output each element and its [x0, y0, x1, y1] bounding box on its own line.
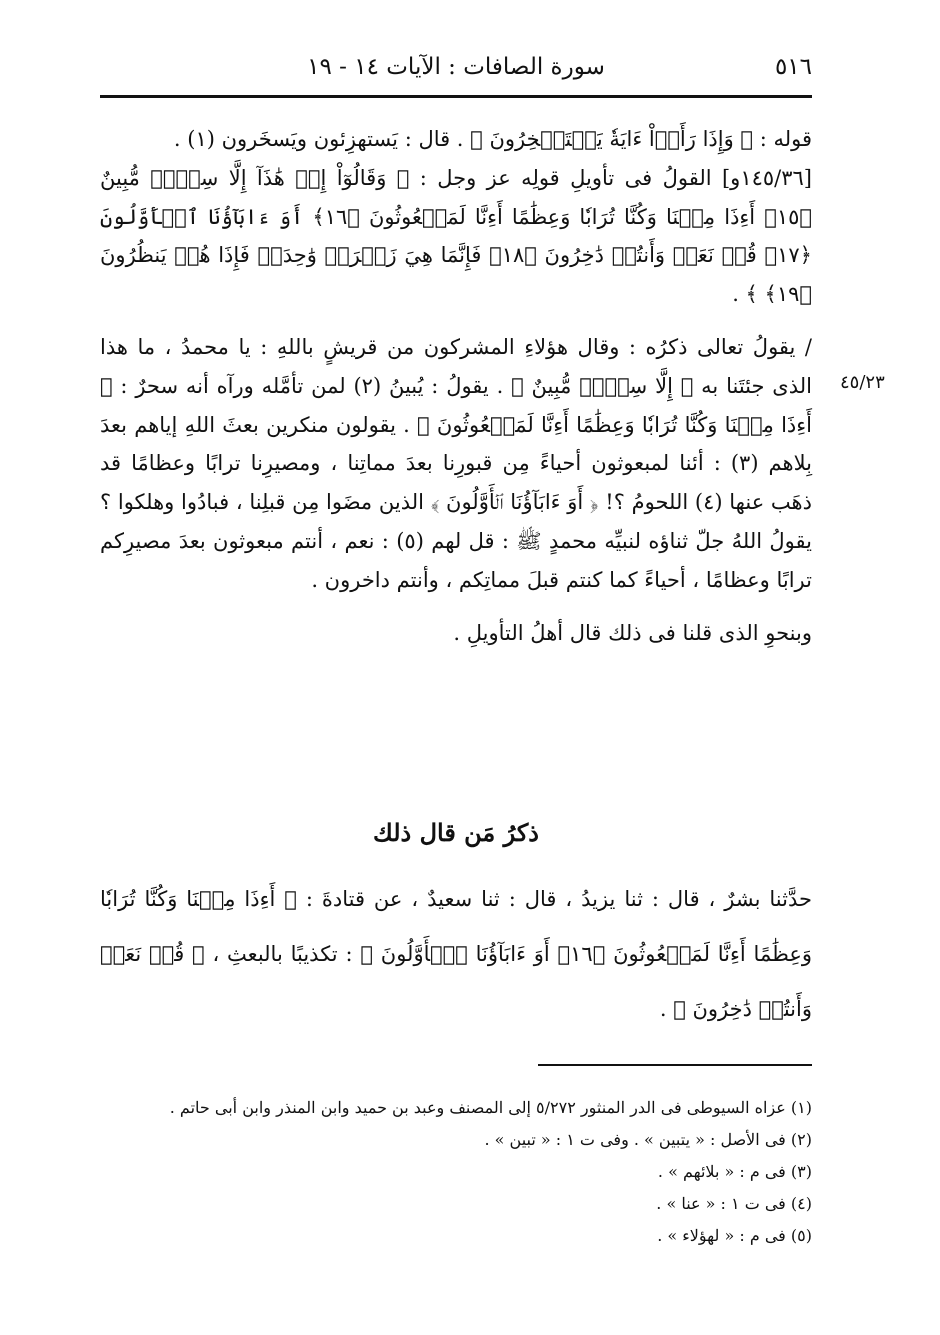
footnote-2: (٢) فى الأصل : « يتبين » . وفى ت ١ : « تبين » .: [484, 1130, 812, 1149]
header-rule: [100, 95, 812, 98]
page-number: ٥١٦: [774, 54, 812, 80]
footnote-1: (١) عزاه السيوطى فى الدر المنثور ٥/٢٧٢ إلى المصنف وعبد بن حميد وابن المنذر وابن أبى حاتم .: [169, 1098, 812, 1117]
paragraph-4: وبنحوِ الذى قلنا فى ذلك قال أهلُ التأويلِ .: [453, 620, 812, 645]
paragraph-2: [١٤٥/٣٦و] القولُ فى تأويلِ قولِه عز وجل : ﴿ وَقَالُوٓاْ إِنۡ هَٰذَآ إِلَّا سِحۡرٞ مُّبِينٌ ﴿١٥﴾ أَءِذَا مِتۡنَا وَكُنَّا تُرَابٗا وَعِظَٰمًا أَءِنَّا لَمَبۡعُوثُونَ ﴿١٦﴾ أَوَ ءَابَآؤُنَا ٱلۡأَوَّلُونَ ﴿١٧﴾ قُلۡ نَعَمۡ وَأَنتُمۡ دَٰخِرُونَ ﴿١٨﴾ فَإِنَّمَا هِيَ زَجۡرَةٞ وَٰحِدَةٞ فَإِذَا هُمۡ يَنظُرُونَ ﴿١٩﴾ ﴾ .: [100, 165, 812, 307]
paragraph-1: قوله : ﴿ وَإِذَا رَأَوۡاْ ءَايَةٗ يَسۡتَسۡخِرُونَ ﴾ . قال : يَستهزِئون ويَسخَرون (١) .: [173, 127, 812, 151]
paragraph-3: / يقولُ تعالى ذكرُه : وقال هؤلاءِ المشركون من قريشٍ باللهِ : يا محمدُ ، ما هذا الذى جئتَنا به ﴿ إِلَّا سِحۡرٞ مُّبِينٌ ﴾ . يقولُ : يُبينُ (٢) لمن تأمَّله ورآه أنه سحرٌ : ﴿ أَءِذَا مِتۡنَا وَكُنَّا تُرَابٗا وَعِظَٰمًا أَءِنَّا لَمَبۡعُوثُونَ ﴾ . يقولون منكرين بعثَ اللهِ إياهم بعدَ بِلاهم (٣) : أئنا لمبعوثون أحياءً مِن قبورِنا بعدَ مماتِنا ، ومصيرِنا ترابًا وعظامًا قد ذهَب عنها (٤) اللحومُ ؟! ﴿ أَوَ ءَابَآؤُنَا ٱلۡأَوَّلُونَ ﴾ الذين مضَوا مِن قبلِنا ، فبادُوا وهلكوا ؟ يقولُ اللهُ جلّ ثناؤه لنبيِّه محمدٍ ﷺ : قل لهم (٥) : نعم ، أنتم مبعوثون بعدَ مصيرِكم ترابًا وعظامًا ، أحياءً كما كنتم قبلَ مماتِكم ، وأنتم داخرون .: [100, 334, 812, 592]
margin-reference: ٤٥/٢٣: [840, 372, 885, 393]
hadith-paragraph: حدَّثنا بشرٌ ، قال : ثنا يزيدُ ، قال : ثنا سعيدٌ ، عن قتادةَ : ﴿ أَءِذَا مِتۡنَا وَكُنَّا تُرَابٗا وَعِظَٰمًا أَءِنَّا لَمَبۡعُوثُونَ ﴿١٦﴾ أَوَ ءَابَآؤُنَا ٱلۡأَوَّلُونَ ﴾ : تكذيبًا بالبعثِ ، ﴿ قُلۡ نَعَمۡ وَأَنتُمۡ دَٰخِرُونَ ﴾ .: [100, 887, 812, 1021]
footnote-3: (٣) فى م : « بلائهم » .: [657, 1162, 812, 1181]
running-title: سورة الصافات : الآيات ١٤ - ١٩: [307, 54, 605, 80]
section-heading: ذكرُ مَن قال ذلك: [373, 818, 539, 847]
hadith-text: [100, 872, 812, 1037]
footnotes: [100, 1092, 812, 1252]
footnote-5: (٥) فى م : « لهؤلاء » .: [657, 1226, 812, 1245]
main-text: [100, 120, 812, 652]
page-header: [100, 48, 812, 88]
footnote-rule: [538, 1064, 812, 1066]
footnote-4: (٤) فى ت ١ : « عنا » .: [656, 1194, 812, 1213]
